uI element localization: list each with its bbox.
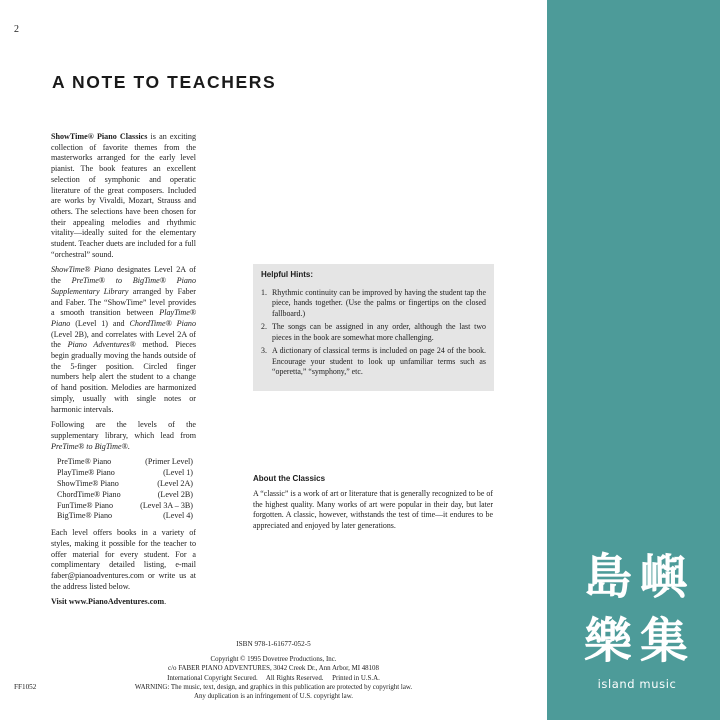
hint-number: 3. <box>261 346 267 355</box>
level-name: ChordTime® Piano <box>57 489 121 499</box>
catalog-number: FF1052 <box>14 683 37 691</box>
level-row <box>57 501 197 512</box>
copyright-line: Copyright © 1995 Dovetree Productions, Inc. <box>210 656 337 663</box>
hint-text: A dictionary of classical terms is included on page 24 of the book. Encourage your student to look up unfamiliar terms such as “operetta,” “symphony,” etc. <box>272 346 486 376</box>
visit-label: Visit <box>51 597 69 607</box>
hint-number: 2. <box>261 322 267 331</box>
page-number: 2 <box>14 24 19 35</box>
about-title: About the Classics <box>253 474 326 483</box>
intro-lead: ShowTime® Piano Classics <box>51 132 148 141</box>
intro-column <box>51 132 196 613</box>
level-paragraph <box>51 265 196 415</box>
isbn: ISBN 978-1-61677-052-5 <box>236 640 311 648</box>
logo-char: 島 <box>583 549 632 605</box>
hints-title: Helpful Hints: <box>261 270 313 279</box>
offer-paragraph: Each level offers books in a variety of styles, making it possible for the teacher to offer material for every student. For a complimentary detailed listing, e-mail faber@pianoadventures.com or write us at the address listed below. <box>51 528 196 591</box>
logo-char: 嶼 <box>639 549 688 605</box>
copyright-line: WARNING: The music, text, design, and graphics in this publication are protected by copyright law. <box>134 683 413 691</box>
helpful-hints-box <box>253 264 494 391</box>
text-run: designates Level 2A of the <box>51 265 196 286</box>
copyright-line: c/o FABER PIANO ADVENTURES, 3042 Creek Dr., Ann Arbor, MI 48108 <box>168 665 379 673</box>
text-run: (Level 1) and <box>70 318 130 328</box>
level-value: (Level 1) <box>163 468 193 478</box>
website-link[interactable]: www.PianoAdventures.com <box>68 597 165 607</box>
level-name: PlayTime® Piano <box>57 468 115 478</box>
text-run: arranged by Faber and Faber. The “ShowTime” level provides a smooth transition between <box>51 286 197 318</box>
logo-char: 樂 <box>583 613 632 669</box>
intro-paragraph <box>51 132 196 260</box>
level-name: ShowTime® Piano <box>57 478 119 488</box>
text-run: method. Pieces begin gradually moving the hands outside of the 5-finger position. Circled finger numbers help alert the student to a change of hand position. Melodies are harmonized simply, usually with single notes or harmonic intervals. <box>51 340 196 414</box>
hint-text: The songs can be assigned in any order, although the last two pieces in the book are somewhat more challenging. <box>272 322 486 342</box>
level-value: (Level 4) <box>163 511 193 521</box>
text-italic: ChordTime® Piano <box>129 318 196 328</box>
island-music-logo <box>582 548 692 698</box>
logo-wordmark: island music <box>597 677 677 691</box>
hint-number: 1. <box>261 287 267 297</box>
text-run: Following are the levels of the supplementary library, which lead from <box>51 420 196 440</box>
copyright-line: Any duplication is an infringement of U.S. copyright law. <box>194 693 353 701</box>
about-body: A “classic” is a work of art or literature that is generally recognized to be of the highest quality. Many works of art were popular in their day, but later forgotten. A classic, however, withstands the test of time—it endures to be appreciated and enjoyed by later generations. <box>253 489 493 531</box>
level-row <box>57 490 197 501</box>
text-run: (Level 2B), and correlates with Level 2A of the <box>51 329 196 350</box>
logo-char: 集 <box>639 613 688 669</box>
hint-item <box>261 322 486 343</box>
level-value: (Level 2B) <box>157 489 193 499</box>
text-run: . <box>127 441 130 451</box>
level-name: PreTime® Piano <box>57 457 112 467</box>
level-row <box>57 479 197 490</box>
level-name: FunTime® Piano <box>57 500 113 510</box>
hint-item <box>261 288 486 320</box>
text-italic: PlayTime® Piano <box>51 308 196 328</box>
text-run: . <box>164 597 167 607</box>
intro-text: is an exciting collection of favorite themes from the masterworks arranged for the early level pianist. The book features an excellent selection of symphonic and operatic literature of the great composers. Included are works by Vivaldi, Mozart, Strauss and others. The selections have been chosen for their appealing melodies and rhythmic vitality—ideally suited for the elementary student. Teacher duets are included for a full “orchestral” sound. <box>51 132 196 259</box>
level-name: BigTime® Piano <box>57 511 113 521</box>
text-italic: PreTime® to BigTime® <box>51 441 128 451</box>
level-row <box>57 457 197 468</box>
levels-intro-paragraph <box>51 420 196 452</box>
copyright-line: International Copyright Secured. All Rights Reserved. Printed in U.S.A. <box>167 674 380 682</box>
text-italic: PreTime® to BigTime® Piano Supplementary Library <box>51 276 196 296</box>
level-row <box>57 511 197 522</box>
level-row <box>57 468 197 479</box>
level-value: (Level 2A) <box>157 478 193 488</box>
hint-item <box>261 346 486 378</box>
text-italic: Piano Adventures® <box>67 340 136 350</box>
hint-text: Rhythmic continuity can be improved by having the student tap the piece, hands together. (Use the palms or fingertips on the closed fallboard.) <box>272 287 486 318</box>
text-italic: ShowTime® Piano <box>51 265 114 275</box>
visit-line <box>51 597 196 608</box>
levels-list <box>57 457 197 522</box>
level-value: (Primer Level) <box>145 457 193 467</box>
copyright-block <box>0 655 547 701</box>
page-title: A NOTE TO TEACHERS <box>52 72 277 92</box>
level-value: (Level 3A – 3B) <box>140 500 193 510</box>
